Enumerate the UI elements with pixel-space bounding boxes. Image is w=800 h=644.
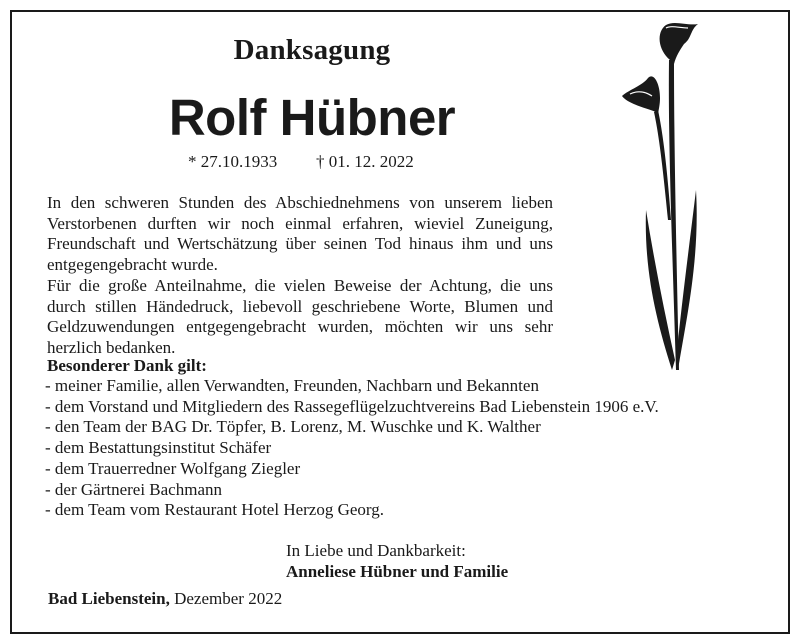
heading-title: Danksagung <box>233 34 391 66</box>
list-item: - dem Vorstand und Mitgliedern des Rassegeflügelzuchtvereins Bad Liebenstein 1906 e.V. <box>45 396 659 416</box>
death-date: † 01. 12. 2022 <box>316 152 414 171</box>
birth-date: * 27.10.1933 <box>188 152 278 171</box>
thanks-paragraph-1: In den schweren Stunden des Abschiednehmens von unserem lieben Verstorbenen durften wir noch einmal erfahren, wieviel Zuneigung, Freundschaft und Wertschätzung über seinen Tod hinaus ihm und uns entgegengebracht wurde. <box>47 193 553 274</box>
closing-block <box>286 540 508 582</box>
closing-line: In Liebe und Dankbarkeit: <box>286 541 466 560</box>
list-item: - dem Bestattungsinstitut Schäfer <box>45 438 272 458</box>
life-dates <box>188 152 414 172</box>
list-item: - meiner Familie, allen Verwandten, Freunden, Nachbarn und Bekannten <box>45 376 539 395</box>
obituary-frame <box>10 10 790 634</box>
special-thanks-heading: Besonderer Dank gilt: <box>47 356 207 375</box>
list-item: - der Gärtnerei Bachmann <box>45 479 222 499</box>
list-item: - dem Trauerredner Wolfgang Ziegler <box>45 458 301 478</box>
notice-date: Dezember 2022 <box>174 589 283 608</box>
place-date-line <box>48 589 282 609</box>
deceased-name: Rolf Hübner <box>168 89 456 146</box>
list-item: - den Team der BAG Dr. Töpfer, B. Lorenz, M. Wuschke und K. Walther <box>45 417 541 437</box>
calla-lily-icon <box>608 20 708 372</box>
family-signature: Anneliese Hübner und Familie <box>286 562 509 581</box>
list-item: - dem Team vom Restaurant Hotel Herzog Georg. <box>45 500 385 520</box>
thanks-paragraph-2: Für die große Anteilnahme, die vielen Beweise der Achtung, die uns durch stillen Händedruck, liebevoll geschriebene Worte, Blumen und Geldzuwendungen entgegengebracht wurden, möchten wir uns sehr herzlich bedanken. <box>47 276 553 357</box>
place-name: Bad Liebenstein, <box>48 589 170 608</box>
special-thanks-list <box>45 376 659 521</box>
